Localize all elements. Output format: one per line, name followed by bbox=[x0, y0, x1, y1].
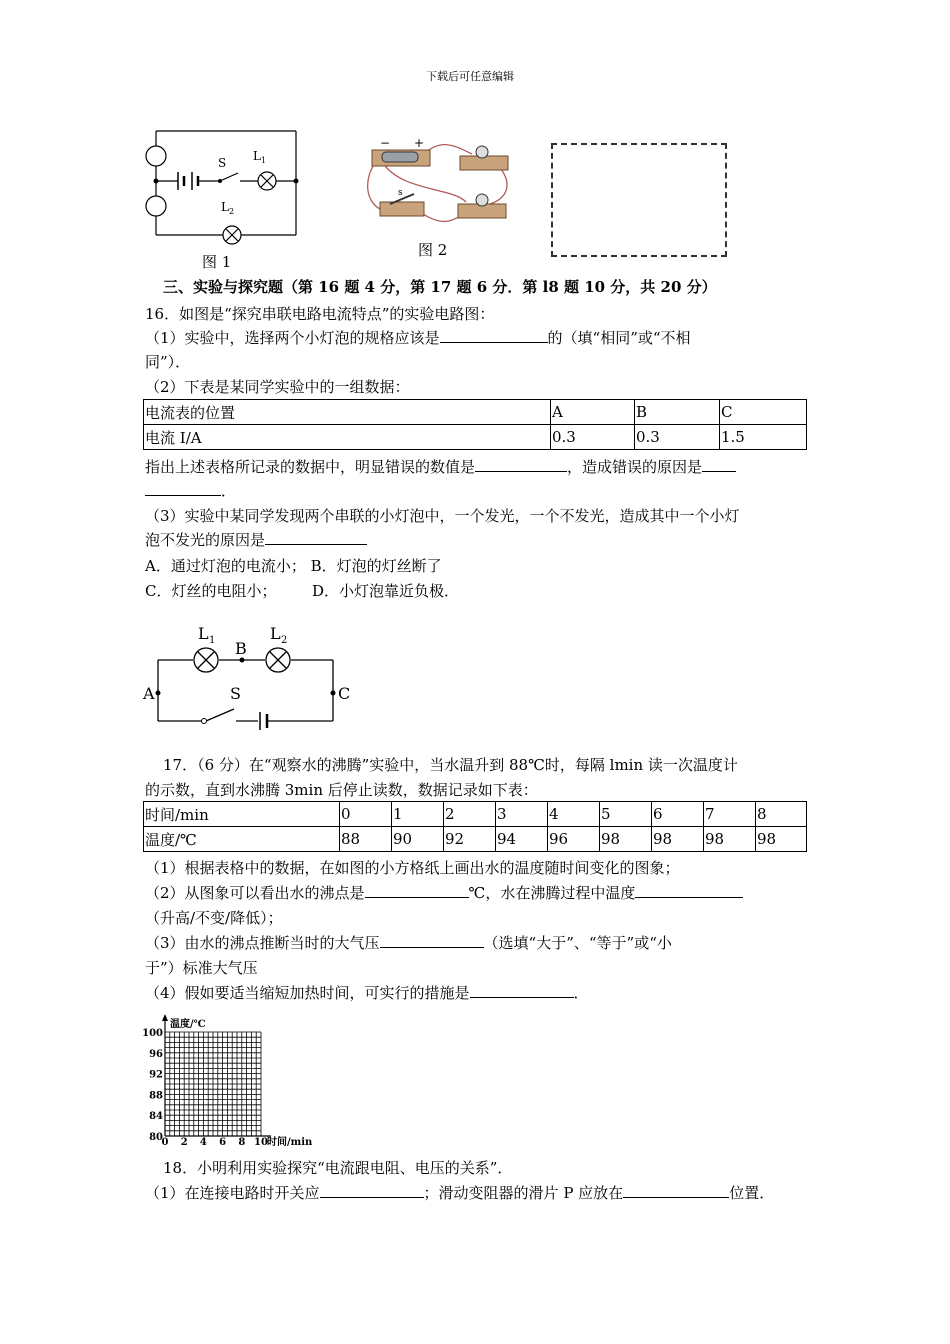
blank[interactable] bbox=[635, 882, 743, 898]
svg-text:B: B bbox=[235, 639, 247, 658]
blank[interactable] bbox=[365, 882, 469, 898]
fig2-caption: 图 2 bbox=[418, 241, 448, 259]
blank[interactable] bbox=[475, 456, 567, 472]
svg-text:2: 2 bbox=[229, 207, 235, 216]
fig1-label-l1: L bbox=[253, 149, 261, 163]
svg-text:−: − bbox=[380, 136, 391, 150]
x-tick-label: 10 bbox=[254, 1137, 268, 1148]
fig1-caption: 图 1 bbox=[202, 253, 232, 271]
blank[interactable] bbox=[320, 1182, 424, 1198]
x-tick-label: 4 bbox=[199, 1137, 207, 1148]
blank[interactable] bbox=[265, 529, 367, 545]
q16-option-c: C．灯丝的电阻小； bbox=[145, 582, 277, 600]
y-tick-label: 88 bbox=[149, 1090, 163, 1102]
q17-stem: 17．（6 分）在“观察水的沸腾”实验中，当水温升到 88℃时，每隔 lmin 读一次温度计 bbox=[163, 756, 738, 774]
q16-option-ab: A．通过灯泡的电流小； B．灯泡的灯丝断了 bbox=[145, 557, 442, 575]
q16-part1: （1）实验中，选择两个小灯泡的规格应该是 的（填“相同”或“不相 bbox=[145, 329, 691, 347]
table-row: 电流 I/A 0.3 0.3 1.5 bbox=[144, 425, 807, 450]
meter-icon bbox=[146, 146, 166, 166]
q16-series-circuit bbox=[140, 618, 360, 738]
meter-icon bbox=[146, 196, 166, 216]
q16-stem: 16．如图是“探究串联电路电流特点”的实验电路图： bbox=[145, 305, 495, 323]
blank[interactable] bbox=[470, 982, 574, 998]
grid-xlabel: 时间/min bbox=[267, 1137, 313, 1148]
answer-drawing-box bbox=[551, 143, 727, 257]
y-tick-label: 92 bbox=[149, 1069, 163, 1081]
svg-text:1: 1 bbox=[261, 156, 267, 165]
svg-text:S: S bbox=[230, 684, 241, 703]
y-tick-label: 100 bbox=[142, 1028, 163, 1039]
svg-text:+: + bbox=[414, 136, 425, 150]
figure-2-physical-circuit bbox=[362, 132, 522, 267]
y-tick-label: 84 bbox=[149, 1111, 163, 1123]
x-tick-label: 6 bbox=[219, 1137, 227, 1148]
page-header: 下载后可任意编辑 bbox=[426, 70, 514, 83]
q17-grid-paper bbox=[142, 1012, 325, 1148]
blank[interactable] bbox=[145, 480, 221, 496]
x-tick-label: 8 bbox=[238, 1137, 246, 1148]
fig1-label-l2: L bbox=[221, 200, 229, 214]
svg-text:A: A bbox=[143, 684, 155, 703]
figure-1-circuit bbox=[140, 125, 320, 275]
y-tick-label: 96 bbox=[149, 1048, 163, 1060]
fig1-label-s: S bbox=[218, 156, 227, 170]
blank[interactable] bbox=[440, 327, 548, 343]
q17-data-table bbox=[143, 801, 807, 852]
grid-ylabel: 温度/℃ bbox=[170, 1019, 206, 1030]
x-tick-label: 2 bbox=[180, 1137, 188, 1148]
blank[interactable] bbox=[623, 1182, 729, 1198]
svg-text:s: s bbox=[398, 188, 403, 198]
section-heading: 三、实验与探究题（第 16 题 4 分，第 17 题 6 分．第 l8 题 10 分，共 20 分） bbox=[163, 278, 717, 296]
table-row: 电流表的位置 A B C bbox=[144, 400, 807, 425]
svg-text:L: L bbox=[198, 624, 209, 643]
q16-option-d: D．小灯泡靠近负极． bbox=[312, 582, 460, 600]
svg-text:2: 2 bbox=[281, 635, 288, 646]
blank[interactable] bbox=[380, 932, 484, 948]
q18-stem: 18．小明利用实验探究“电流跟电阻、电压的关系”． bbox=[163, 1159, 513, 1177]
table-row: 温度/℃ 88 90 92 94 96 98 98 98 98 bbox=[144, 827, 807, 852]
svg-text:L: L bbox=[270, 624, 281, 643]
svg-text:1: 1 bbox=[209, 635, 216, 646]
table-row: 时间/min 0 1 2 3 4 5 6 7 8 bbox=[144, 802, 807, 827]
svg-text:C: C bbox=[338, 684, 351, 703]
x-tick-label: 0 bbox=[161, 1137, 169, 1148]
q16-data-table bbox=[143, 399, 807, 450]
q16-part2: （2）下表是某同学实验中的一组数据： bbox=[145, 378, 410, 396]
y-tick-label: 80 bbox=[149, 1132, 163, 1143]
blank[interactable] bbox=[702, 456, 736, 472]
